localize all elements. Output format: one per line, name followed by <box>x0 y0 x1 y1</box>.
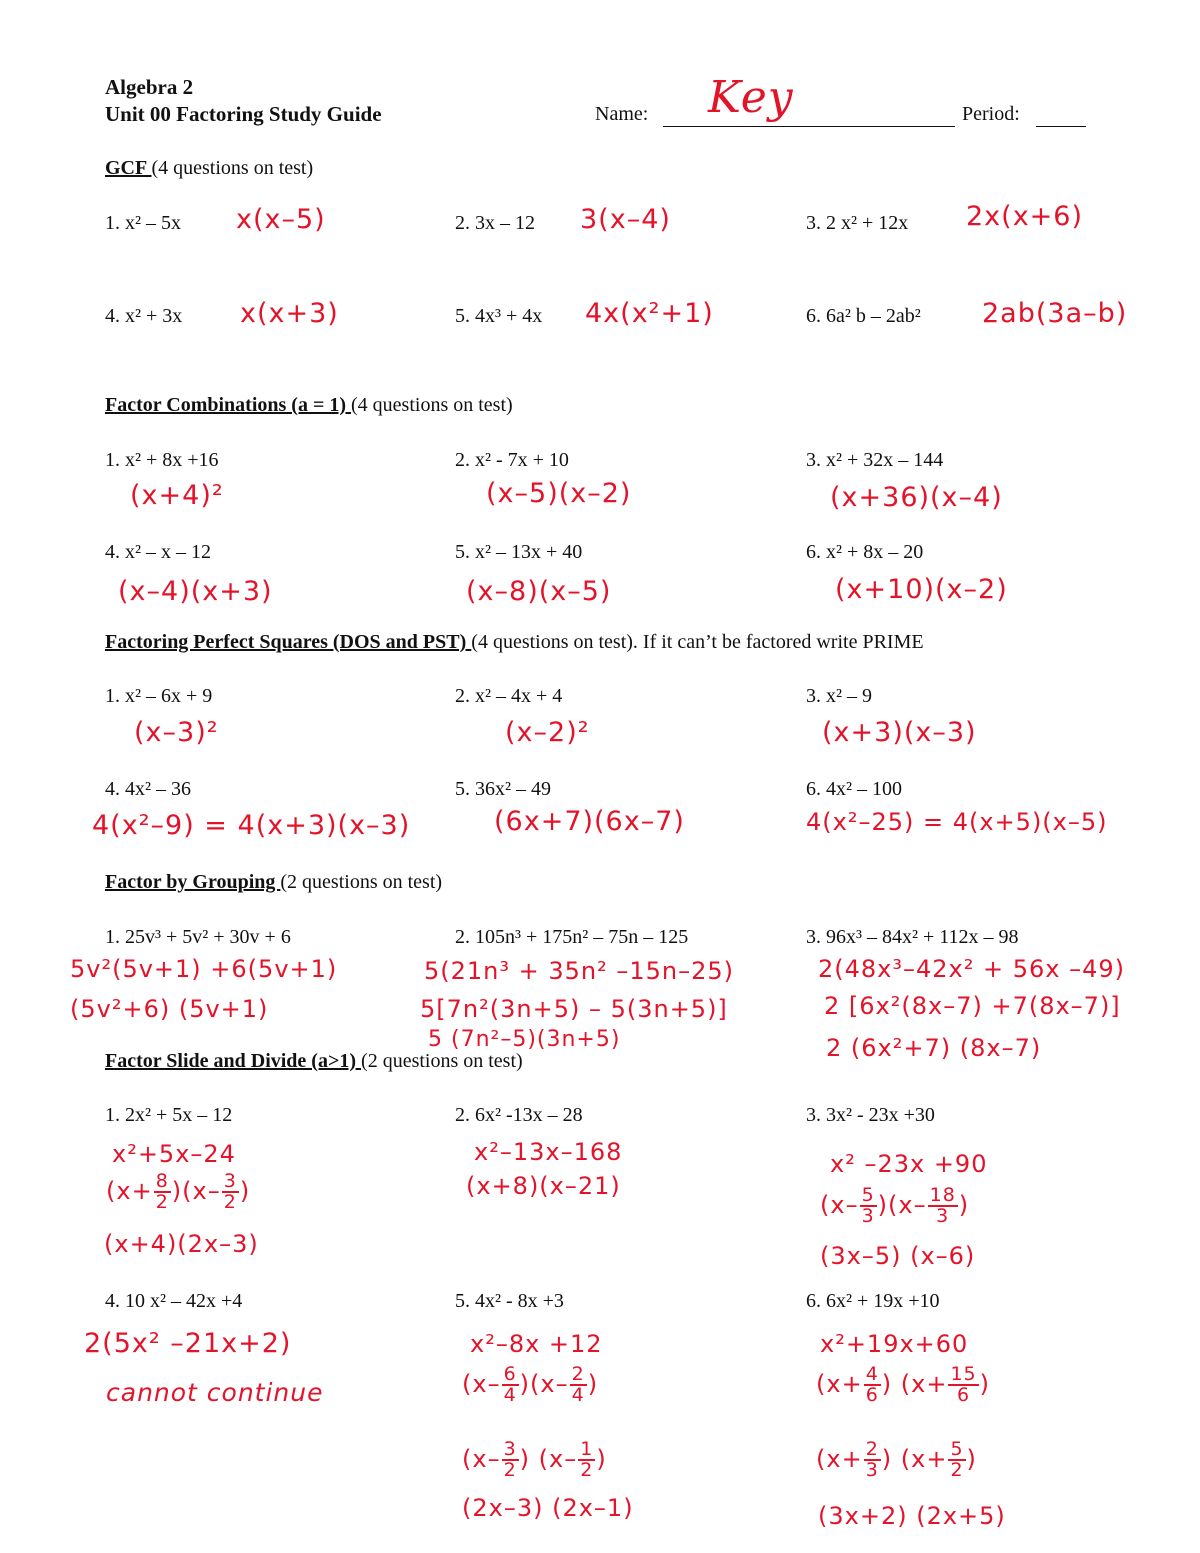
section-gcf-heading: GCF (4 questions on test) <box>105 157 314 179</box>
grp-a2-step1: 5(21n³ + 35n² –15n–25) <box>424 957 735 985</box>
ps-a5: (6x+7)(6x–7) <box>494 806 685 837</box>
comb-a2: (x–5)(x–2) <box>486 478 632 509</box>
sd-q2: 2. 6x² -13x – 28 <box>455 1104 583 1126</box>
gcf-a2: 3(x–4) <box>580 204 671 235</box>
sd-a5-final: (2x–3) (2x–1) <box>462 1494 634 1522</box>
grp-a3-step1: 2(48x³–42x² + 56x –49) <box>818 955 1125 983</box>
section-combinations-heading: Factor Combinations (a = 1) (4 questions on test) <box>105 394 513 416</box>
gcf-q2: 2. 3x – 12 <box>455 212 535 234</box>
gcf-q1: 1. x² – 5x <box>105 212 181 234</box>
sd-a1-step1: x²+5x–24 <box>112 1140 236 1168</box>
grp-q3: 3. 96x³ – 84x² + 112x – 98 <box>806 926 1019 948</box>
sd-q6: 6. 6x² + 19x +10 <box>806 1290 940 1312</box>
comb-q2: 2. x² - 7x + 10 <box>455 449 569 471</box>
ps-q5: 5. 36x² – 49 <box>455 778 551 800</box>
name-label: Name: <box>595 103 649 125</box>
sd-a1-final: (x+4)(2x–3) <box>104 1230 259 1258</box>
ps-a4: 4(x²–9) = 4(x+3)(x–3) <box>92 810 411 841</box>
gcf-q4: 4. x² + 3x <box>105 305 183 327</box>
sd-a3-step2: (x– $\frac{5}{3}$ )(x– $\frac{18}{3}$ ) <box>820 1184 970 1227</box>
comb-q4: 4. x² – x – 12 <box>105 541 211 563</box>
sd-q5: 5. 4x² - 8x +3 <box>455 1290 564 1312</box>
gcf-a5: 4x(x²+1) <box>585 298 714 329</box>
comb-q3: 3. x² + 32x – 144 <box>806 449 944 471</box>
grp-a3-step2: 2 [6x²(8x–7) +7(8x–7)] <box>824 992 1121 1020</box>
course-title: Algebra 2 <box>105 75 194 99</box>
grp-a1-step1: 5v²(5v+1) +6(5v+1) <box>70 955 338 983</box>
sd-q4: 4. 10 x² – 42x +4 <box>105 1290 243 1312</box>
comb-q6: 6. x² + 8x – 20 <box>806 541 924 563</box>
sd-q1: 1. 2x² + 5x – 12 <box>105 1104 233 1126</box>
comb-a3: (x+36)(x–4) <box>830 482 1003 513</box>
ps-a1: (x–3)² <box>134 717 219 748</box>
sd-a4-note: cannot continue <box>106 1378 324 1407</box>
ps-q6: 6. 4x² – 100 <box>806 778 902 800</box>
comb-a6: (x+10)(x–2) <box>835 574 1008 605</box>
grp-a1-step2: (5v²+6) (5v+1) <box>70 995 269 1023</box>
sd-a6-step1: x²+19x+60 <box>820 1330 969 1358</box>
grp-a2-step2: 5[7n²(3n+5) – 5(3n+5)] <box>420 995 728 1023</box>
grp-q1: 1. 25v³ + 5v² + 30v + 6 <box>105 926 291 948</box>
gcf-a1: x(x–5) <box>236 204 326 235</box>
gcf-a4: x(x+3) <box>240 298 339 329</box>
sd-q3: 3. 3x² - 23x +30 <box>806 1104 935 1126</box>
comb-a1: (x+4)² <box>130 480 224 511</box>
sd-a4-step1: 2(5x² –21x+2) <box>84 1328 292 1359</box>
ps-a6: 4(x²–25) = 4(x+5)(x–5) <box>806 808 1108 836</box>
sd-a6-final: (3x+2) (2x+5) <box>818 1502 1006 1530</box>
sd-a2-step2: (x+8)(x–21) <box>466 1172 621 1200</box>
sd-a5-step3: (x– $\frac{3}{2}$ ) (x– $\frac{1}{2}$ ) <box>462 1438 607 1481</box>
ps-q1: 1. x² – 6x + 9 <box>105 685 213 707</box>
period-line <box>1036 104 1086 127</box>
name-line <box>663 104 955 127</box>
gcf-a6: 2ab(3a–b) <box>982 298 1128 329</box>
ps-q2: 2. x² – 4x + 4 <box>455 685 563 707</box>
sd-a1-step2: (x+ $\frac{8}{2}$ )(x– $\frac{3}{2}$ ) <box>106 1170 251 1213</box>
ps-a2: (x–2)² <box>505 717 590 748</box>
ps-q3: 3. x² – 9 <box>806 685 872 707</box>
comb-a4: (x–4)(x+3) <box>118 576 273 607</box>
sd-a2-step1: x²–13x–168 <box>474 1138 623 1166</box>
section-perfect-squares-heading: Factoring Perfect Squares (DOS and PST) (4 questions on test). If it can’t be factored write PRIME <box>105 631 924 653</box>
section-slide-divide-heading: Factor Slide and Divide (a>1) (2 questions on test) <box>105 1050 523 1072</box>
grp-q2: 2. 105n³ + 175n² – 75n – 125 <box>455 926 689 948</box>
gcf-q3: 3. 2 x² + 12x <box>806 212 909 234</box>
gcf-q5: 5. 4x³ + 4x <box>455 305 543 327</box>
section-grouping-heading: Factor by Grouping (2 questions on test) <box>105 871 443 893</box>
grp-a2-step3: 5 (7n²–5)(3n+5) <box>428 1027 621 1052</box>
sd-a5-step2: (x– $\frac{6}{4}$ )(x– $\frac{2}{4}$ ) <box>462 1363 599 1406</box>
name-value: Key <box>708 72 794 123</box>
ps-q4: 4. 4x² – 36 <box>105 778 191 800</box>
comb-q5: 5. x² – 13x + 40 <box>455 541 583 563</box>
comb-a5: (x–8)(x–5) <box>466 576 612 607</box>
guide-title: Unit 00 Factoring Study Guide <box>105 102 382 126</box>
sd-a6-step3: (x+ $\frac{2}{3}$ ) (x+ $\frac{5}{2}$ ) <box>816 1438 977 1481</box>
sd-a6-step2: (x+ $\frac{4}{6}$ ) (x+ $\frac{15}{6}$ ) <box>816 1363 991 1406</box>
period-label: Period: <box>962 103 1020 125</box>
sd-a3-step1: x² –23x +90 <box>830 1150 988 1178</box>
grp-a3-step3: 2 (6x²+7) (8x–7) <box>826 1034 1042 1062</box>
ps-a3: (x+3)(x–3) <box>822 717 977 748</box>
sd-a3-final: (3x–5) (x–6) <box>820 1242 976 1270</box>
gcf-a3: 2x(x+6) <box>966 201 1084 232</box>
sd-a5-step1: x²–8x +12 <box>470 1330 603 1358</box>
comb-q1: 1. x² + 8x +16 <box>105 449 219 471</box>
gcf-q6: 6. 6a² b – 2ab² <box>806 305 921 327</box>
